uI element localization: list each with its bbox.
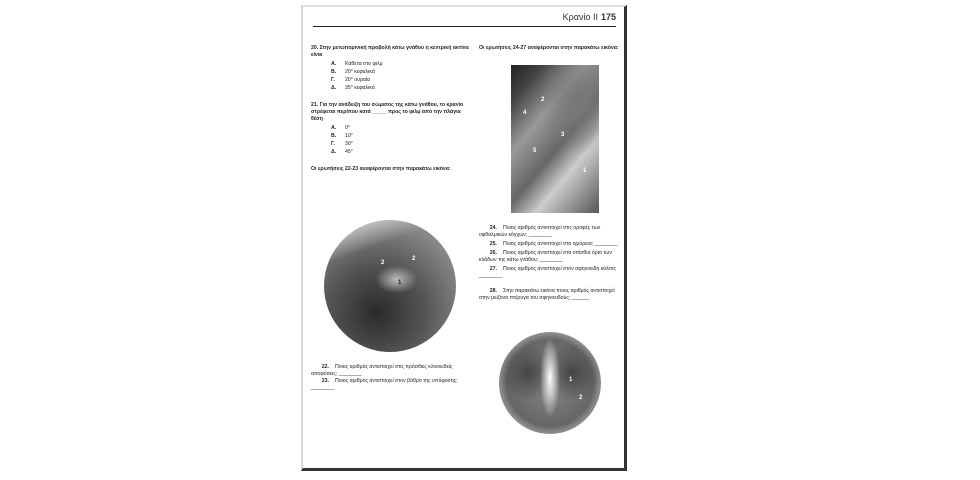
questions-24-27 [479,225,619,302]
image-label: 1 [583,168,587,174]
question-text: Ποιος αριθμός αντιστοιχεί στα οπίσθια όρια των κλάδων της κάτω γνάθου; ________ [479,250,612,263]
intro-24-27: Οι ερωτήσεις 24-27 αναφέρονται στην παρακάτω εικόνα: [479,45,619,51]
xray-lateral-skull-image [511,65,599,213]
question-number: 26. [489,250,497,256]
option-text: Κάθετα στο φιλμ [345,61,383,67]
option-text: 0° [345,125,350,131]
image-label: 2 [541,97,545,103]
question-number: 27. [489,266,497,272]
option-text: 45° [345,149,353,155]
question-21-options [311,125,474,157]
question-number: 23. [321,378,329,384]
option-text: 10° [345,133,353,139]
option-text: 30° [345,141,353,147]
option-text: 35° κεφαλικά [345,85,375,91]
option-letter: Α. [331,125,337,131]
image-label: 1 [569,377,573,383]
question-22 [311,364,474,378]
option [311,85,474,93]
page-number: 175 [600,12,616,22]
option [311,141,474,149]
image-label: 2 [412,256,416,262]
option [311,133,474,141]
question-number: 25. [489,241,497,247]
question-20-options [311,61,474,93]
question-24 [479,225,619,239]
image-label: 3 [561,132,565,138]
xray-pa-skull-image [499,332,601,434]
page-header [313,12,616,27]
xray-sella-turcica-image [324,220,456,352]
option-letter: Δ. [331,85,337,91]
option [311,77,474,85]
image-label: 4 [523,110,527,116]
option [311,61,474,69]
option-letter: Γ. [331,77,335,83]
image-label: 2 [579,395,583,401]
question-21: 21. Για την ανάδειξη του σώματος της κάτω γνάθου, το κρανίο στρέφεται περίπου κατά _____ προς το φιλμ από την πλάγια θέση [311,102,464,122]
option-text: 20° ουραία [345,77,371,83]
left-column [311,45,474,177]
question-23 [311,378,474,392]
option-text: 20° κεφαλικά [345,69,375,75]
image-label: 5 [533,148,537,154]
question-25 [479,241,619,248]
questions-22-23 [311,364,474,392]
option-letter: Α. [331,61,337,67]
question-number: 24. [489,225,497,231]
option [311,69,474,77]
intro-22-23: Οι ερωτήσεις 22-23 αναφέρονται στην παρακάτω εικόνα: [311,166,451,172]
question-20: 20. Στην μετωπορινική προβολή κάτω γνάθου η κεντρική ακτίνα είναι [311,45,469,58]
right-column [479,45,619,56]
question-text: Ποιος αριθμός αντιστοιχεί στις πρόσθιες κλινοειδείς αποφύσεις; ________ [311,364,453,377]
option [311,125,474,133]
book-page [301,5,627,471]
question-text: Ποιος αριθμός αντιστοιχεί στον σφηνοειδή κόλπο; ________ [479,266,617,279]
option [311,149,474,157]
question-28 [479,288,619,302]
chapter-title: Κρανίο II [562,12,598,22]
image-label: 1 [398,280,402,286]
option-letter: Γ. [331,141,335,147]
question-number: 22. [321,364,329,370]
option-letter: Β. [331,133,337,139]
question-26 [479,250,619,264]
question-text: Στην παρακάτω εικόνα ποιος αριθμός αντιστοιχεί στην μείζονα πτέρυγα του σφηνοειδούς; ______ [479,288,615,301]
question-text: Ποιος αριθμός αντιστοιχεί στον βόθρο της υπόφυσης; ________ [311,378,458,391]
question-text: Ποιος αριθμός αντιστοιχεί στις οροφές των οφθαλμικών κόγχων; ________ [479,225,601,238]
option-letter: Β. [331,69,337,75]
option-letter: Δ. [331,149,337,155]
question-27 [479,266,619,280]
question-number: 28. [489,288,497,294]
question-text: Ποιος αριθμός αντιστοιχεί στα ιγμόρεια; ________ [503,241,618,247]
image-label: 2 [381,260,385,266]
